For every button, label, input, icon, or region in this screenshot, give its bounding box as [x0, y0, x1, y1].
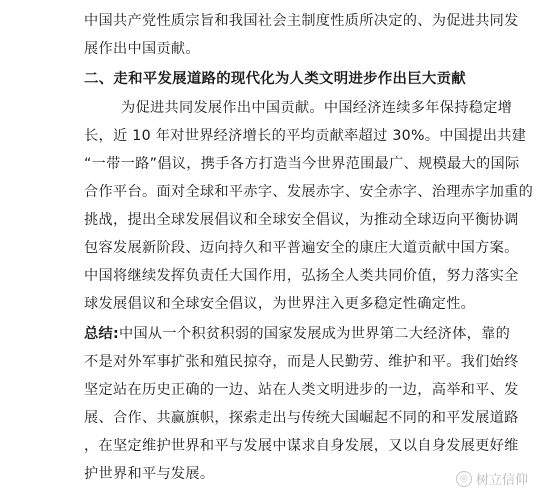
- watermark-logo-icon: ◎: [456, 471, 472, 487]
- section-heading: 二、走和平发展道路的现代化为人类文明进步作出巨大贡献: [84, 71, 466, 87]
- paragraph-line: 坚定站在历史正确的一边、站在人类文明进步的一边，高举和平、发: [84, 382, 519, 398]
- paragraph-line: 中国将继续发挥负责任大国作用，弘扬全人类共同价值，努力落实全: [84, 268, 519, 284]
- paragraph-line: 展、合作、共赢旗帜，探索走出与传统大国崛起不同的和平发展道路: [84, 410, 519, 426]
- watermark: [456, 469, 528, 488]
- paragraph-line: 为促进共同发展作出中国贡献。中国经济连续多年保持稳定增: [121, 100, 513, 116]
- summary-label: 总结:: [84, 326, 119, 342]
- watermark-text: 树立信仰: [475, 473, 528, 488]
- paragraph-line: “一带一路”倡议，携手各方打造当今世界范围最广、规模最大的国际: [84, 156, 520, 172]
- paragraph-line: 展作出中国贡献。: [84, 41, 200, 57]
- paragraph-line: 挑战，提出全球发展倡议和全球安全倡议，为推动全球迈向平衡协调: [84, 212, 519, 228]
- paragraph-line: 中国共产党性质宗旨和我国社会主制度性质所决定的、为促进共同发: [84, 13, 519, 29]
- paragraph-line: ，在坚定维护世界和平与发展中谋求自身发展，又以自身发展更好维: [84, 438, 519, 454]
- paragraph-line: 球发展倡议和全球安全倡议，为世界注入更多稳定性确定性。: [84, 296, 476, 312]
- summary-line: [84, 325, 510, 343]
- paragraph-line: 不是对外军事扩张和殖民掠夺，而是人民勤劳、维护和平。我们始终: [84, 354, 519, 370]
- paragraph-line: 合作平台。面对全球和平赤字、发展赤字、安全赤字、治理赤字加重的: [84, 184, 534, 200]
- paragraph-line: 护世界和平与发展。: [84, 466, 215, 482]
- paragraph-line: 包容发展新阶段、迈向持久和平普遍安全的康庄大道贡献中国方案。: [84, 240, 519, 256]
- paragraph-line: 长，近 10 年对世界经济增长的平均贡献率超过 30%。中国提出共建: [84, 128, 527, 144]
- summary-text: 中国从一个积贫积弱的国家发展成为世界第二大经济体，靠的: [118, 326, 511, 342]
